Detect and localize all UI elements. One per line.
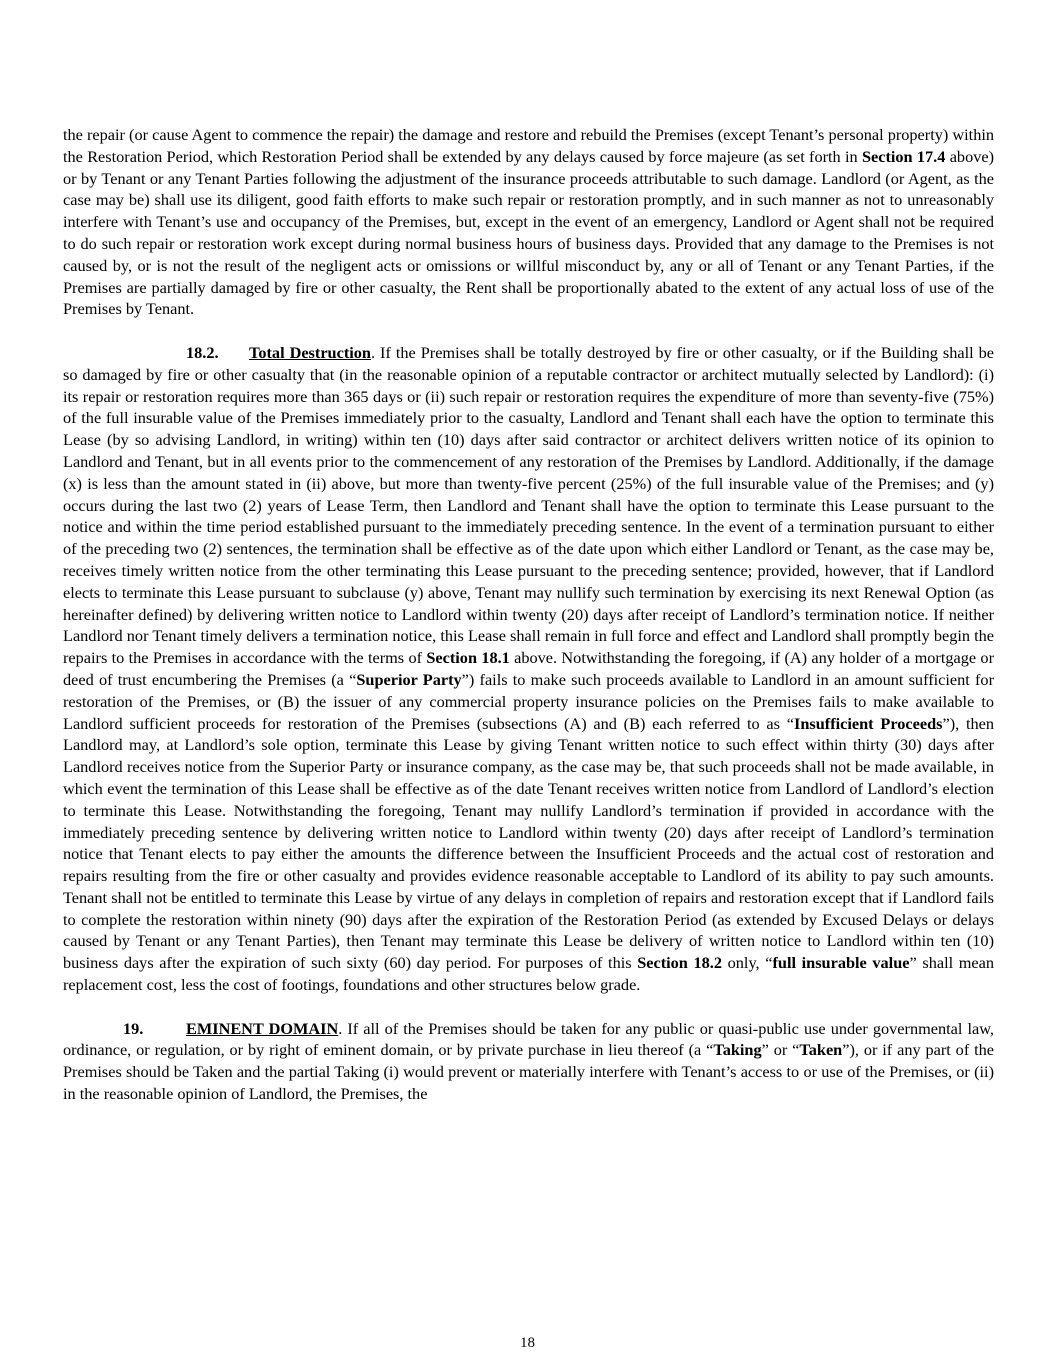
section-19-number: 19.	[123, 1018, 144, 1038]
page-number: 18	[520, 1335, 535, 1351]
section-18-2-text-6: ” shall mean replacement cost, less the cost of footings, foundations and other structures below grade.	[63, 953, 995, 995]
section-19-text-1: . If all of the Premises should be taken for any public or quasi-public use under governmental law, ordinance, or regulation, or by right of eminent domain, or by private purchase in lieu thereof (a “	[63, 1018, 994, 1060]
defined-term-superior-party: Superior Party	[356, 669, 462, 689]
section-18-2-text-1: . If the Premises shall be totally destroyed by fire or other casualty, or if the Building shall be so damaged by fire or other casualty that (in the reasonable opinion of a reputable contractor or architect mutually selected by Landlord): (i) its repair or restoration requires more than 365 days or (ii) such repair or restoration requires the expenditure of more than seventy-five (75%) of the full insurable value of the Premises immediately prior to the casualty, Landlord and Tenant shall each have the option to terminate this Lease (by so advising Landlord, in writing) within ten (10) days after said contractor or architect delivers written notice of its opinion to Landlord and Tenant, but in all events prior to the commencement of any restoration of the Premises by Landlord. Additionally, if the damage (x) is less than the amount stated in (ii) above, but more than twenty-five percent (25%) of the full insurable value of the Premises; and (y) occurs during the last two (2) years of Lease Term, then Landlord and Tenant shall have the option to terminate this Lease pursuant to the notice and within the time period established pursuant to the immediately preceding sentence. In the event of a termination pursuant to either of the preceding two (2) sentences, the termination shall be effective as of the date upon which either Landlord or Tenant, as the case may be, receives timely written notice from the other terminating this Lease pursuant to the preceding sentence; provided, however, that if Landlord elects to terminate this Lease pursuant to subclause (y) above, Tenant may nullify such termination by exercising its next Renewal Option (as hereinafter defined) by delivering written notice to Landlord within twenty (20) days after receipt of Landlord’s termination notice. If neither Landlord nor Tenant timely delivers a termination notice, this Lease shall remain in full force and effect and Landlord shall promptly begin the repairs to the Premises in accordance with the terms of	[63, 342, 994, 668]
section-18-2-text-4: ”), then Landlord may, at Landlord’s sole option, terminate this Lease by giving Tenant written notice to such effect within thirty (30) days after Landlord receives notice from the Superior Party or insurance company, as the case may be, that such proceeds shall not be made available, in which event the termination of this Lease shall be effective as of the date Tenant receives written notice from Landlord of Landlord’s election to terminate this Lease. Notwithstanding the foregoing, Tenant may nullify Landlord’s termination if provided in accordance with the immediately preceding sentence by delivering written notice to Landlord within twenty (20) days after receipt of Landlord’s termination notice that Tenant elects to pay either the amounts the difference between the Insufficient Proceeds and the actual cost of restoration and repairs resulting from the fire or other casualty and provides evidence reasonable acceptable to Landlord of its ability to pay such amounts. Tenant shall not be entitled to terminate this Lease by virtue of any delays in completion of repairs and restoration except that if Landlord fails to complete the restoration within ninety (90) days after the expiration of the Restoration Period (as extended by Excused Delays or delays caused by Tenant or any Tenant Parties), then Tenant may terminate this Lease be delivery of written notice to Landlord within ten (10) business days after the expiration of such sixty (60) day period. For purposes of this	[63, 713, 994, 973]
section-18-2-text-3: ”) fails to make such proceeds available to Landlord in an amount sufficient for restoration of the Premises, or (B) the issuer of any commercial property insurance policies on the Premises fails to make available to Landlord sufficient proceeds for restoration of the Premises (subsections (A) and (B) each referred to as “	[63, 669, 994, 733]
section-18-2-text-2: above. Notwithstanding the foregoing, if (A) any holder of a mortgage or deed of trust encumbering the Premises (a “	[63, 648, 994, 689]
section-19-text-3: ”), or if any part of the Premises should be Taken and the partial Taking (i) would prevent or materially interfere with Tenant’s access to or use of the Premises, or (ii) in the reasonable opinion of Landlord, the Premises, the	[63, 1040, 995, 1104]
section-19-text-2: ” or “	[761, 1040, 800, 1060]
defined-term-full-insurable-value: full insurable value	[772, 953, 910, 973]
defined-term-taking: Taking	[713, 1040, 762, 1060]
section-18-2-paragraph	[63, 342, 994, 996]
continuation-text-2: above) or by Tenant or any Tenant Parties following the adjustment of the insurance proceeds attributable to such damage. Landlord (or Agent, as the case may be) shall use its diligent, good faith efforts to make such repair or restoration promptly, and in such manner as not to unreasonably interfere with Tenant’s use and occupancy of the Premises, but, except in the event of an emergency, Landlord or Agent shall not be required to do such repair or restoration work except during normal business hours of business days. Provided that any damage to the Premises is not caused by, or is not the result of the negligent acts or omissions or willful misconduct by, any or all of Tenant or any Tenant Parties, if the Premises are partially damaged by fire or other casualty, the Rent shall be proportionally abated to the extent of any actual loss of use of the Premises by Tenant.	[63, 146, 995, 319]
continuation-paragraph	[63, 124, 994, 320]
section-18-2-text-5: only, “	[722, 953, 773, 973]
section-19-paragraph	[63, 1018, 994, 1105]
section-19-title: EMINENT DOMAIN	[186, 1018, 339, 1038]
section-18-2-title: Total Destruction	[249, 342, 371, 362]
section-ref-17-4: Section 17.4	[861, 146, 946, 166]
defined-term-insufficient-proceeds: Insufficient Proceeds	[794, 713, 943, 733]
section-ref-18-1: Section 18.1	[426, 648, 510, 668]
section-18-2-number: 18.2.	[186, 342, 219, 362]
continuation-text-1: the repair (or cause Agent to commence the repair) the damage and restore and rebuild the Premises (except Tenant’s personal property) within the Restoration Period, which Restoration Period shall be extended by any delays caused by force majeure (as set forth in	[63, 125, 994, 166]
document-body	[63, 124, 994, 1127]
defined-term-taken: Taken	[799, 1040, 843, 1060]
section-ref-18-2: Section 18.2	[637, 953, 722, 973]
